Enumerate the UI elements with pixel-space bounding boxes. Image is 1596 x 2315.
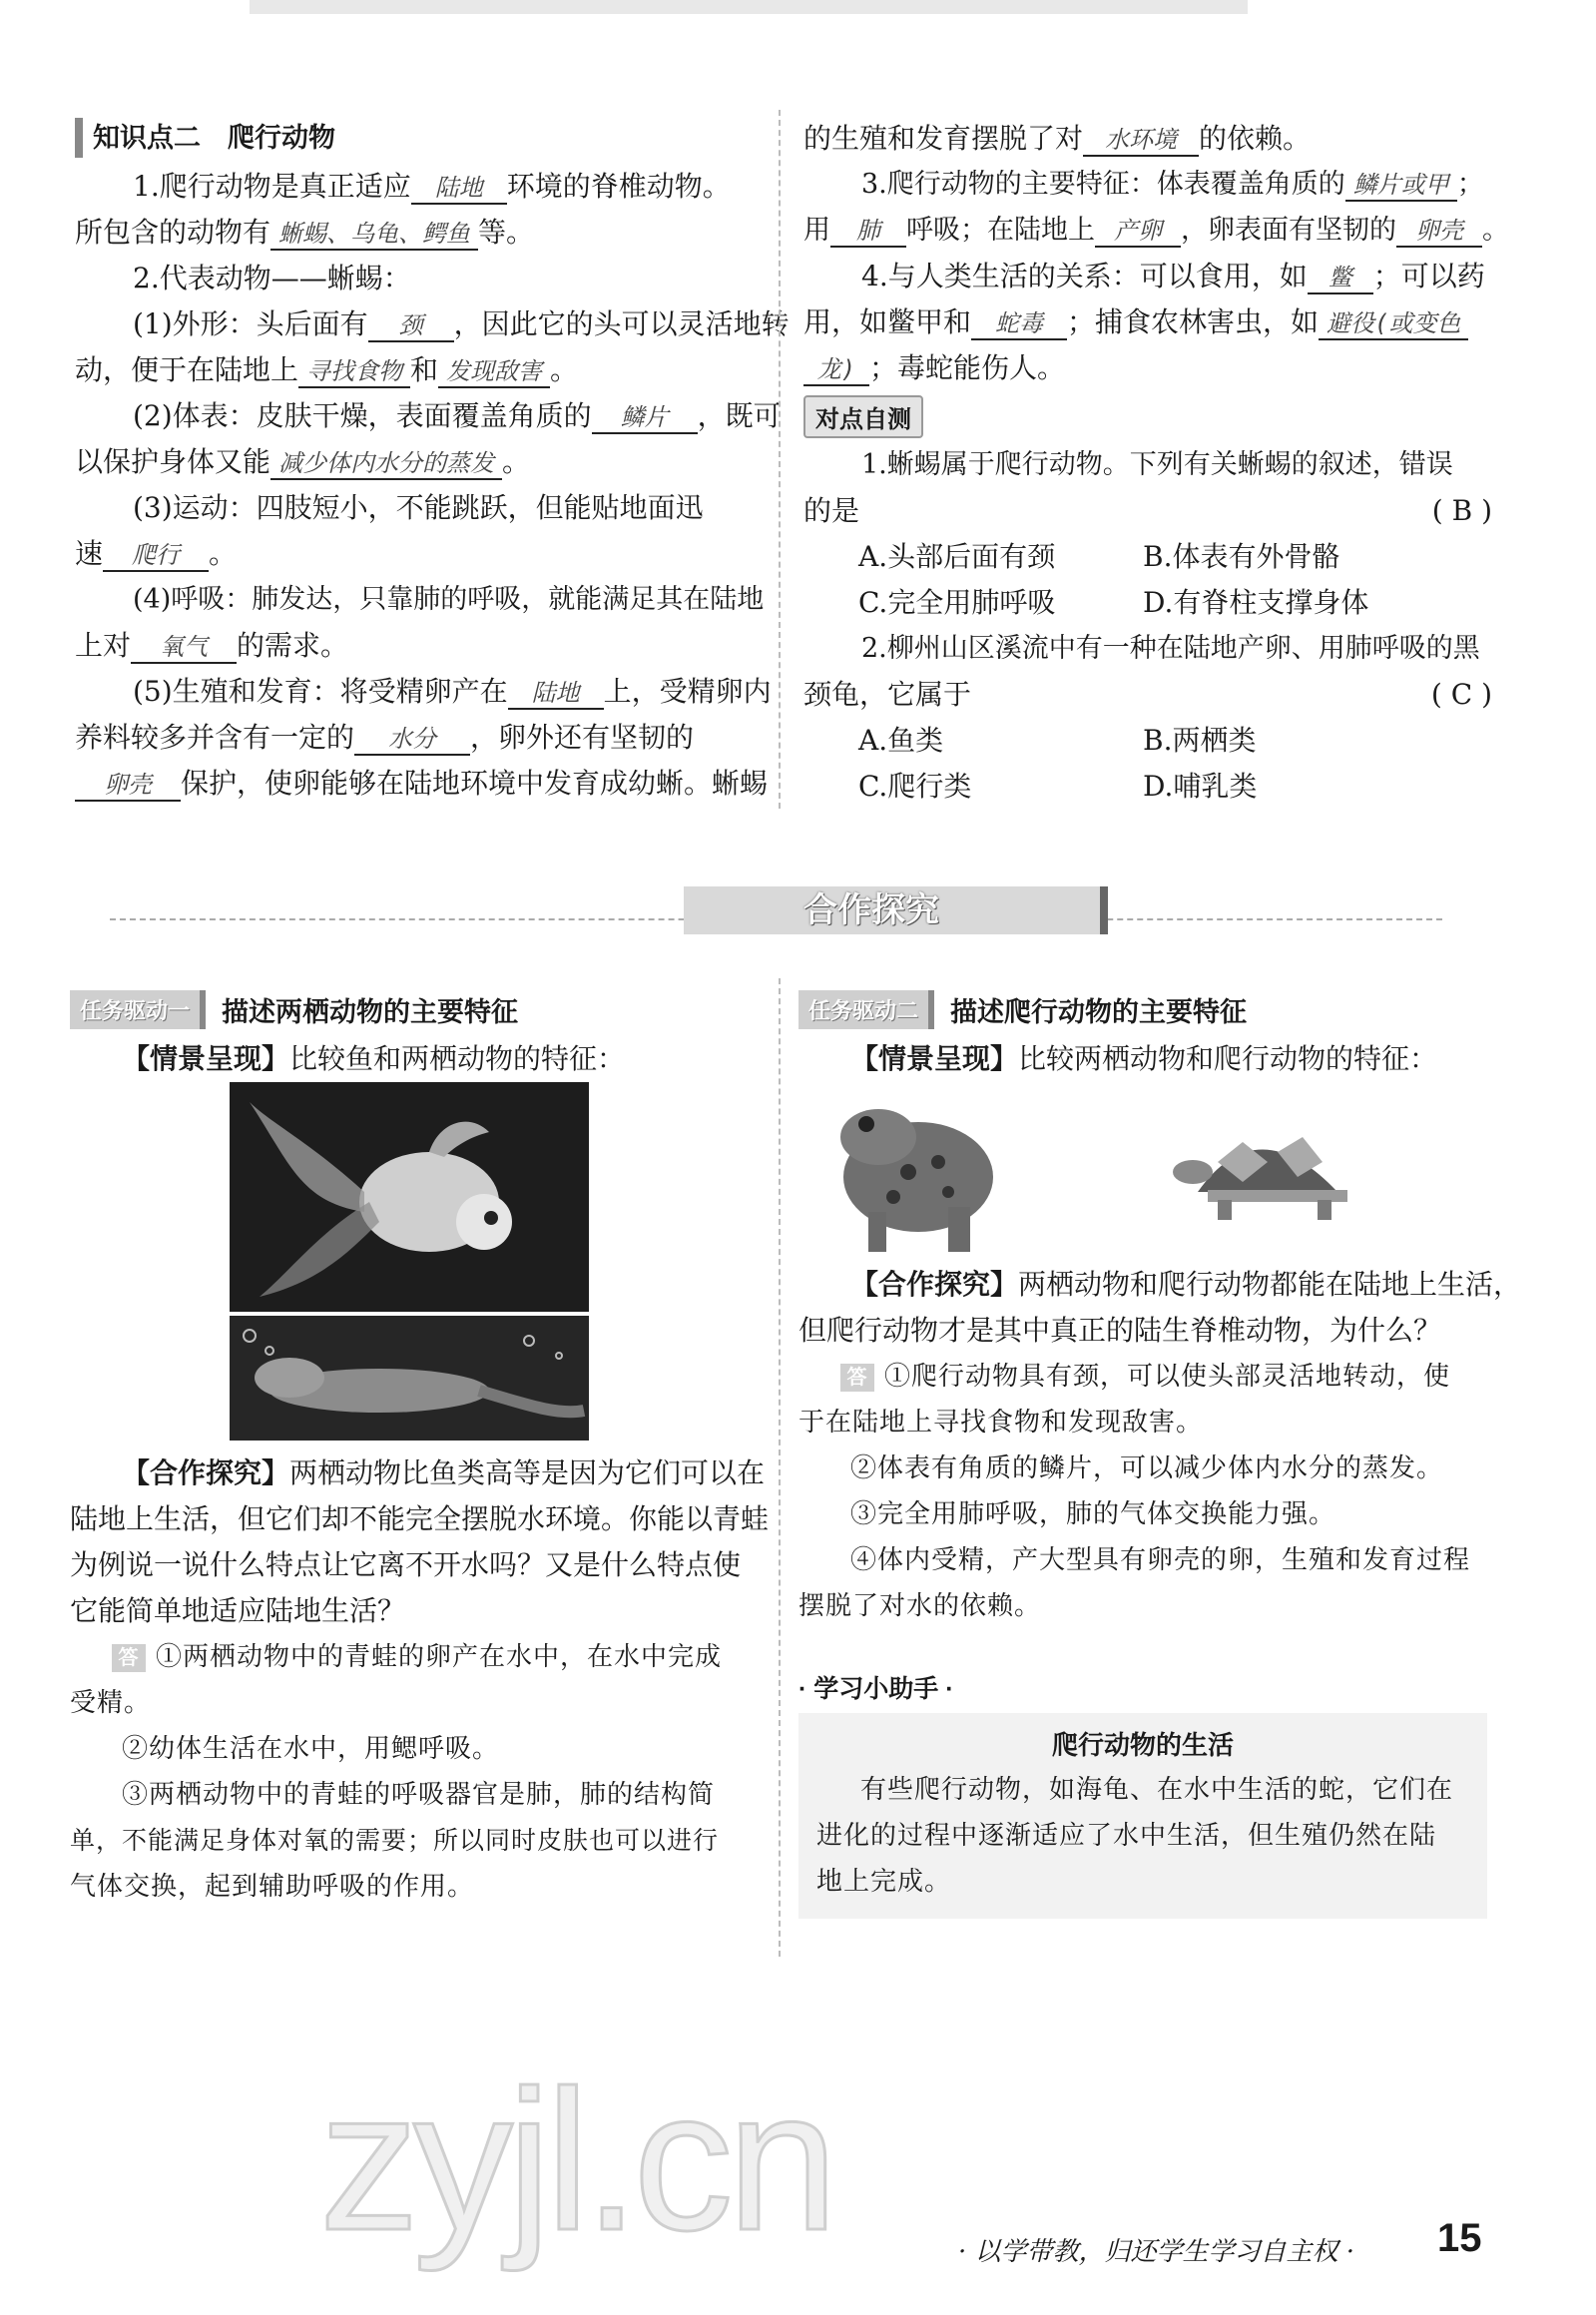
q1-stem-b: 的是 ( B ) — [803, 488, 1492, 534]
answer-blank: 龙) — [803, 354, 869, 386]
answer-blank: 寻找食物 — [298, 356, 410, 388]
q1-stem: 1.蜥蜴属于爬行动物。下列有关蜥蜴的叙述，错误 — [861, 449, 1453, 480]
choice-c: C.完全用肺呼吸 — [858, 586, 1056, 619]
answer-blank: 卵壳 — [1396, 216, 1482, 248]
choice-d: D.哺乳类 — [1143, 770, 1258, 803]
choice-d: D.有脊柱支撑身体 — [1143, 586, 1369, 619]
helper-line1: 有些爬行动物，如海龟、在水中生活的蛇，它们在 — [860, 1775, 1454, 1805]
task1-scene: 【情景呈现】比较鱼和两栖动物的特征： — [122, 1042, 626, 1075]
task2-answer-line4: ③完全用肺呼吸，肺的气体交换能力强。 — [850, 1499, 1336, 1529]
learning-helper — [798, 1669, 1487, 1919]
task2-photos — [798, 1082, 1492, 1262]
task1-answer-line3: ②幼体生活在水中，用鳃呼吸。 — [122, 1734, 500, 1764]
column-divider — [779, 978, 781, 1957]
task1-coop-line4: 它能简单地适应陆地生活？ — [70, 1594, 406, 1627]
task2-answer-line3: ②体表有角质的鳞片，可以减少体内水分的蒸发。 — [850, 1453, 1444, 1483]
right-r3: 4.与人类生活的关系：可以食用，如 鳖 ；可以药 — [861, 260, 1485, 292]
task1-coop-line2: 陆地上生活，但它们却不能完全摆脱水环境。你能以青蛙 — [70, 1502, 770, 1535]
answer-blank: 蜥蜴、乌龟、鳄鱼 — [270, 219, 478, 251]
goldfish-photo — [230, 1082, 589, 1312]
right-column — [803, 116, 1509, 810]
task2-answer-line2: 于在陆地上寻找食物和发现敌害。 — [798, 1408, 1204, 1438]
right-r2b: 用 肺 呼吸；在陆地上 产卵 ，卵表面有坚韧的 卵壳 。 — [803, 215, 1509, 246]
answer-blank: 陆地 — [508, 678, 604, 710]
task1-answer-line6: 气体交换，起到辅助呼吸的作用。 — [70, 1872, 475, 1902]
q1-choices-row2 — [803, 580, 1492, 626]
top-bar — [250, 0, 1248, 14]
frog-and-turtle-illustration — [798, 1082, 1492, 1262]
answer-blank: 鳖 — [1308, 263, 1373, 294]
frog-icon — [840, 1109, 993, 1252]
answer-blank: 颈 — [368, 310, 454, 342]
helper-box — [798, 1713, 1487, 1919]
answer-blank: 水环境 — [1083, 125, 1199, 157]
goldfish-icon — [230, 1082, 589, 1312]
section-banner — [110, 886, 1442, 934]
task1-answer-line4: ③两栖动物中的青蛙的呼吸器官是肺，肺的结构简 — [122, 1780, 716, 1810]
task1-panel — [70, 988, 770, 1910]
helper-line3: 地上完成。 — [816, 1867, 952, 1897]
answer-icon: 答 — [112, 1644, 146, 1672]
answer-blank: 蛇毒 — [971, 308, 1067, 340]
salamander-photo — [230, 1316, 589, 1441]
task2-scene: 【情景呈现】比较两栖动物和爬行动物的特征： — [850, 1042, 1438, 1075]
q2-stem-b: 颈龟，它属于 ( C ) — [803, 672, 1492, 718]
left-p7: (5)生殖和发育：将受精卵产在 陆地 上，受精卵内 — [133, 675, 772, 708]
helper-title: 爬行动物的生活 — [1051, 1730, 1234, 1760]
page-number: 15 — [1437, 2216, 1482, 2260]
task1-title: 描述两栖动物的主要特征 — [222, 996, 519, 1027]
banner-title: 合作探究 — [684, 886, 1108, 934]
task2-tag: 任务驱动二 — [798, 990, 934, 1029]
answer-blank: 卵壳 — [75, 770, 181, 802]
turtle-icon — [1173, 1137, 1347, 1220]
q1-answer: ( B ) — [1431, 494, 1492, 527]
answer-blank: 减少体内水分的蒸发 — [270, 448, 502, 480]
answer-blank: 氧气 — [131, 632, 237, 664]
task1-answer-line5: 单，不能满足身体对氧的需要；所以同时皮肤也可以进行 — [70, 1826, 720, 1855]
task1-coop-line1: 【合作探究】两栖动物比鱼类高等是因为它们可以在 — [122, 1456, 766, 1489]
left-p4b: 以保护身体又能 减少体内水分的蒸发 。 — [75, 445, 531, 478]
q1-choices-row1 — [803, 534, 1492, 580]
answer-icon: 答 — [840, 1364, 874, 1392]
task2-answer-line1: 答 ①爬行动物具有颈，可以使头部灵活地转动，使 — [798, 1354, 1492, 1400]
answer-blank: 陆地 — [411, 173, 507, 205]
left-p7b: 养料较多并含有一定的 水分 ，卵外还有坚韧的 — [75, 721, 695, 754]
task2-answer-line5: ④体内受精，产大型具有卵壳的卵，生殖和发育过程 — [850, 1545, 1471, 1575]
column-divider — [779, 110, 781, 809]
task1-tag: 任务驱动一 — [70, 990, 206, 1029]
q2-stem: 2.柳州山区溪流中有一种在陆地产卵、用肺呼吸的黑 — [861, 633, 1480, 664]
left-p1: 1.爬行动物是真正适应 陆地 环境的脊椎动物。 — [133, 170, 731, 203]
left-p1b: 所包含的动物有 蜥蜴、乌龟、鳄鱼 等。 — [75, 216, 535, 249]
right-r1: 的生殖和发育摆脱了对 水环境 的依赖。 — [803, 122, 1312, 155]
watermark: zyjl.cn — [319, 2049, 832, 2272]
task2-answer-line6: 摆脱了对水的依赖。 — [798, 1591, 1042, 1621]
helper-line2: 进化的过程中逐渐适应了水中生活，但生殖仍然在陆 — [816, 1821, 1437, 1851]
left-p3b: 动，便于在陆地上 寻找食物 和 发现敌害 。 — [75, 353, 579, 386]
footer-motto: · 以学带教，归还学生学习自主权 · — [958, 2237, 1355, 2267]
answer-blank: 水分 — [354, 724, 470, 756]
answer-blank: 肺 — [830, 216, 906, 248]
left-p2: 2.代表动物——蜥蜴： — [133, 262, 411, 294]
self-test-tag: 对点自测 — [803, 395, 923, 438]
task1-answer-line2: 受精。 — [70, 1688, 152, 1718]
left-p7c: 卵壳 保护，使卵能够在陆地环境中发育成幼蜥。蜥蜴 — [75, 761, 756, 807]
choice-a: A.头部后面有颈 — [858, 540, 1056, 573]
right-r3b: 用，如鳖甲和 蛇毒 ；捕食农林害虫，如 避役(或变色 — [803, 299, 1492, 345]
helper-heading: · 学习小助手 · — [798, 1675, 954, 1703]
left-p5: (3)运动：四肢短小，不能跳跃，但能贴地面迅 — [133, 491, 704, 524]
left-p6: (4)呼吸：肺发达，只靠肺的呼吸，就能满足其在陆地 — [133, 584, 765, 615]
task1-coop-line3: 为例说一说什么特点让它离不开水吗？又是什么特点使 — [70, 1548, 742, 1581]
answer-blank: 产卵 — [1095, 216, 1181, 248]
answer-blank: 爬行 — [103, 540, 209, 572]
task2-coop-line1: 【合作探究】两栖动物和爬行动物都能在陆地上生活， — [850, 1268, 1522, 1301]
choice-b: B.体表有外骨骼 — [1143, 540, 1340, 573]
choice-b: B.两栖类 — [1143, 724, 1257, 757]
salamander-icon — [230, 1316, 589, 1441]
q2-choices-row2 — [803, 764, 1492, 810]
answer-blank: 鳞片或甲 — [1345, 170, 1457, 202]
left-p3: (1)外形：头后面有 颈 ，因此它的头可以灵活地转 — [133, 307, 790, 340]
choice-a: A.鱼类 — [858, 724, 944, 757]
answer-blank: 发现敌害 — [438, 356, 550, 388]
right-r2: 3.爬行动物的主要特征：体表覆盖角质的 鳞片或甲 ； — [861, 169, 1484, 200]
task1-answer-line1: 答 ①两栖动物中的青蛙的卵产在水中，在水中完成 — [70, 1634, 759, 1680]
answer-blank: 鳞片 — [592, 402, 698, 434]
left-p5b: 速 爬行 。 — [75, 537, 238, 570]
right-r3c: 龙) ；毒蛇能伤人。 — [803, 345, 1492, 391]
task2-title: 描述爬行动物的主要特征 — [950, 996, 1248, 1027]
answer-blank: 避役(或变色 — [1319, 308, 1468, 340]
left-p4: (2)体表：皮肤干燥，表面覆盖角质的 鳞片 ，既可 — [133, 399, 782, 432]
task1-header — [70, 988, 759, 1030]
q2-answer: ( C ) — [1430, 678, 1492, 711]
left-p6b: 上对 氧气 的需求。 — [75, 629, 349, 662]
task2-coop-line2: 但爬行动物才是其中真正的陆生脊椎动物，为什么？ — [798, 1314, 1442, 1347]
choice-c: C.爬行类 — [858, 770, 972, 803]
self-test-header — [803, 395, 1492, 438]
section-title: 知识点二 爬行动物 — [75, 118, 756, 158]
left-column — [75, 118, 790, 807]
task2-panel — [798, 988, 1522, 1629]
task2-header — [798, 988, 1492, 1030]
q2-choices-row1 — [803, 718, 1492, 764]
